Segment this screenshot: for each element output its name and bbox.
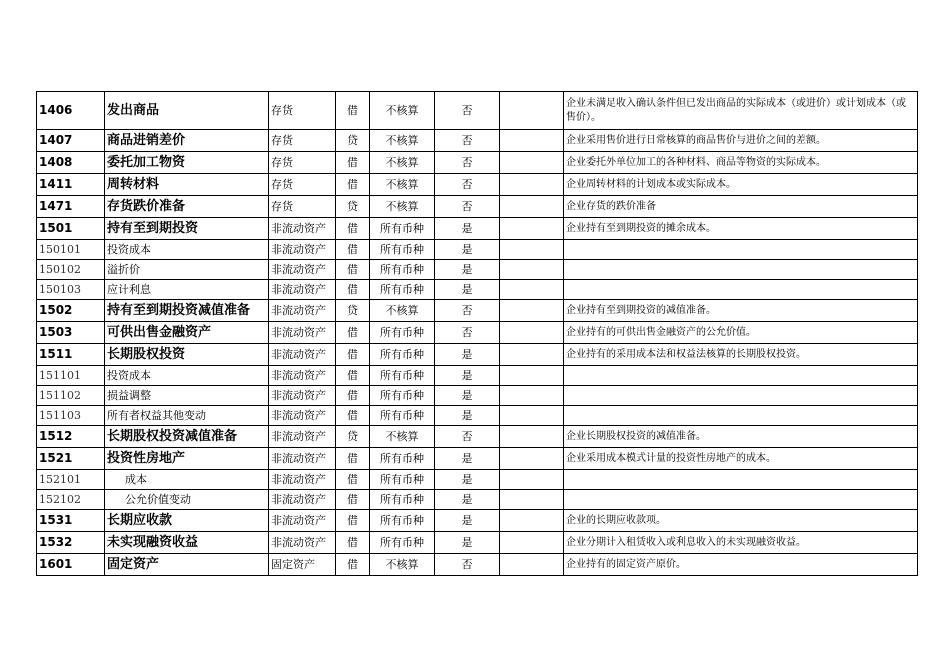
currency-cell: 所有币种 [370,218,435,240]
account-code-cell: 1531 [37,510,105,532]
currency-cell: 所有币种 [370,240,435,260]
account-code-cell: 150101 [37,240,105,260]
table-row [37,92,918,130]
detail-flag-cell: 是 [435,406,500,426]
account-name-cell: 委托加工物资 [105,152,269,174]
account-name-cell: 长期股权投资 [105,344,269,366]
account-name-cell: 商品进销差价 [105,130,269,152]
detail-flag-cell: 否 [435,554,500,576]
account-category-cell: 存货 [269,174,336,196]
detail-flag-cell: 是 [435,386,500,406]
account-category-cell: 非流动资产 [269,344,336,366]
account-name-cell: 长期应收款 [105,510,269,532]
currency-cell: 所有币种 [370,406,435,426]
table-row [37,174,918,196]
currency-cell: 所有币种 [370,532,435,554]
description-cell: 企业的长期应收款项。 [564,510,918,532]
detail-flag-cell: 是 [435,470,500,490]
table-row [37,426,918,448]
blank-cell [500,554,564,576]
account-name-cell: 发出商品 [105,92,269,130]
description-cell: 企业周转材料的计划成本或实际成本。 [564,174,918,196]
blank-cell [500,174,564,196]
table-row [37,218,918,240]
description-cell: 企业未满足收入确认条件但已发出商品的实际成本（或进价）或计划成本（或售价）。 [564,92,918,130]
description-cell: 企业委托外单位加工的各种材料、商品等物资的实际成本。 [564,152,918,174]
account-code-cell: 1511 [37,344,105,366]
account-code-cell: 1521 [37,448,105,470]
balance-direction-cell: 借 [336,470,370,490]
table-row [37,448,918,470]
balance-direction-cell: 借 [336,448,370,470]
account-name-cell: 投资性房地产 [105,448,269,470]
description-cell [564,490,918,510]
account-name-cell: 长期股权投资减值准备 [105,426,269,448]
blank-cell [500,280,564,300]
blank-cell [500,344,564,366]
account-code-cell: 1411 [37,174,105,196]
balance-direction-cell: 借 [336,218,370,240]
currency-cell: 不核算 [370,152,435,174]
account-category-cell: 存货 [269,196,336,218]
account-code-cell: 1503 [37,322,105,344]
account-code-cell: 151102 [37,386,105,406]
description-cell: 企业采用售价进行日常核算的商品售价与进价之间的差额。 [564,130,918,152]
detail-flag-cell: 否 [435,426,500,448]
account-name-cell: 未实现融资收益 [105,532,269,554]
table-row [37,554,918,576]
blank-cell [500,406,564,426]
account-category-cell: 固定资产 [269,554,336,576]
table-row [37,366,918,386]
account-category-cell: 非流动资产 [269,532,336,554]
table-row [37,130,918,152]
description-cell: 企业持有的采用成本法和权益法核算的长期股权投资。 [564,344,918,366]
currency-cell: 所有币种 [370,280,435,300]
description-cell [564,386,918,406]
balance-direction-cell: 借 [336,386,370,406]
table-row [37,322,918,344]
currency-cell: 不核算 [370,196,435,218]
account-code-cell: 150103 [37,280,105,300]
blank-cell [500,426,564,448]
account-name-cell: 应计利息 [105,280,269,300]
currency-cell: 不核算 [370,554,435,576]
account-name-cell: 投资成本 [105,366,269,386]
account-name-cell: 可供出售金融资产 [105,322,269,344]
account-name-cell: 持有至到期投资 [105,218,269,240]
blank-cell [500,366,564,386]
balance-direction-cell: 借 [336,344,370,366]
account-category-cell: 非流动资产 [269,510,336,532]
balance-direction-cell: 借 [336,92,370,130]
currency-cell: 所有币种 [370,448,435,470]
blank-cell [500,240,564,260]
detail-flag-cell: 否 [435,322,500,344]
balance-direction-cell: 贷 [336,130,370,152]
balance-direction-cell: 借 [336,366,370,386]
account-category-cell: 非流动资产 [269,322,336,344]
account-name-cell: 所有者权益其他变动 [105,406,269,426]
balance-direction-cell: 借 [336,532,370,554]
account-code-cell: 150102 [37,260,105,280]
detail-flag-cell: 是 [435,218,500,240]
account-code-cell: 1408 [37,152,105,174]
account-category-cell: 非流动资产 [269,300,336,322]
account-name-cell: 投资成本 [105,240,269,260]
balance-direction-cell: 借 [336,152,370,174]
account-name-cell: 存货跌价准备 [105,196,269,218]
account-category-cell: 非流动资产 [269,386,336,406]
table-row [37,300,918,322]
currency-cell: 所有币种 [370,386,435,406]
table-row [37,532,918,554]
currency-cell: 不核算 [370,174,435,196]
blank-cell [500,300,564,322]
account-name-cell: 溢折价 [105,260,269,280]
balance-direction-cell: 借 [336,554,370,576]
table-row [37,260,918,280]
table-row [37,510,918,532]
account-code-cell: 151101 [37,366,105,386]
detail-flag-cell: 否 [435,174,500,196]
currency-cell: 不核算 [370,300,435,322]
blank-cell [500,490,564,510]
description-cell: 企业存货的跌价准备 [564,196,918,218]
account-category-cell: 存货 [269,92,336,130]
currency-cell: 所有币种 [370,344,435,366]
account-category-cell: 非流动资产 [269,260,336,280]
description-cell [564,406,918,426]
description-cell: 企业分期计入租赁收入或利息收入的未实现融资收益。 [564,532,918,554]
account-name-cell: 持有至到期投资减值准备 [105,300,269,322]
account-category-cell: 存货 [269,152,336,174]
blank-cell [500,152,564,174]
detail-flag-cell: 是 [435,448,500,470]
detail-flag-cell: 否 [435,130,500,152]
account-category-cell: 非流动资产 [269,218,336,240]
currency-cell: 不核算 [370,130,435,152]
blank-cell [500,130,564,152]
description-cell [564,260,918,280]
detail-flag-cell: 否 [435,196,500,218]
description-cell [564,280,918,300]
currency-cell: 所有币种 [370,470,435,490]
table-row [37,386,918,406]
detail-flag-cell: 否 [435,152,500,174]
blank-cell [500,218,564,240]
balance-direction-cell: 贷 [336,300,370,322]
detail-flag-cell: 是 [435,344,500,366]
blank-cell [500,448,564,470]
account-category-cell: 非流动资产 [269,280,336,300]
account-category-cell: 非流动资产 [269,406,336,426]
account-name-cell: 固定资产 [105,554,269,576]
detail-flag-cell: 否 [435,300,500,322]
description-cell: 企业长期股权投资的减值准备。 [564,426,918,448]
account-code-cell: 1601 [37,554,105,576]
detail-flag-cell: 是 [435,366,500,386]
table-row [37,406,918,426]
account-category-cell: 非流动资产 [269,448,336,470]
blank-cell [500,260,564,280]
description-cell [564,366,918,386]
description-cell: 企业持有的可供出售金融资产的公允价值。 [564,322,918,344]
currency-cell: 不核算 [370,426,435,448]
detail-flag-cell: 是 [435,260,500,280]
detail-flag-cell: 是 [435,240,500,260]
table-row [37,240,918,260]
balance-direction-cell: 借 [336,280,370,300]
account-category-cell: 非流动资产 [269,240,336,260]
balance-direction-cell: 借 [336,322,370,344]
description-cell: 企业采用成本模式计量的投资性房地产的成本。 [564,448,918,470]
accounts-table [36,91,918,576]
balance-direction-cell: 借 [336,260,370,280]
account-category-cell: 非流动资产 [269,470,336,490]
account-category-cell: 存货 [269,130,336,152]
currency-cell: 所有币种 [370,490,435,510]
blank-cell [500,386,564,406]
account-code-cell: 1501 [37,218,105,240]
account-code-cell: 1502 [37,300,105,322]
detail-flag-cell: 是 [435,490,500,510]
currency-cell: 所有币种 [370,510,435,532]
description-cell: 企业持有的固定资产原价。 [564,554,918,576]
blank-cell [500,196,564,218]
blank-cell [500,532,564,554]
blank-cell [500,92,564,130]
balance-direction-cell: 借 [336,240,370,260]
balance-direction-cell: 借 [336,174,370,196]
currency-cell: 所有币种 [370,322,435,344]
balance-direction-cell: 贷 [336,196,370,218]
table-row [37,490,918,510]
description-cell: 企业持有至到期投资的减值准备。 [564,300,918,322]
account-code-cell: 1532 [37,532,105,554]
description-cell [564,240,918,260]
account-category-cell: 非流动资产 [269,426,336,448]
balance-direction-cell: 借 [336,510,370,532]
description-cell [564,470,918,490]
detail-flag-cell: 否 [435,92,500,130]
currency-cell: 所有币种 [370,366,435,386]
detail-flag-cell: 是 [435,532,500,554]
account-code-cell: 1407 [37,130,105,152]
account-category-cell: 非流动资产 [269,490,336,510]
detail-flag-cell: 是 [435,510,500,532]
account-code-cell: 1471 [37,196,105,218]
blank-cell [500,470,564,490]
currency-cell: 不核算 [370,92,435,130]
account-code-cell: 152102 [37,490,105,510]
detail-flag-cell: 是 [435,280,500,300]
currency-cell: 所有币种 [370,260,435,280]
account-name-cell: 成本 [105,470,269,490]
table-row [37,280,918,300]
table-row [37,470,918,490]
blank-cell [500,322,564,344]
account-category-cell: 非流动资产 [269,366,336,386]
table-row [37,152,918,174]
balance-direction-cell: 借 [336,490,370,510]
account-name-cell: 公允价值变动 [105,490,269,510]
account-code-cell: 152101 [37,470,105,490]
account-code-cell: 1406 [37,92,105,130]
account-code-cell: 151103 [37,406,105,426]
balance-direction-cell: 借 [336,406,370,426]
table-row [37,196,918,218]
account-code-cell: 1512 [37,426,105,448]
account-name-cell: 周转材料 [105,174,269,196]
table-body [37,92,918,576]
account-name-cell: 损益调整 [105,386,269,406]
description-cell: 企业持有至到期投资的摊余成本。 [564,218,918,240]
table-row [37,344,918,366]
blank-cell [500,510,564,532]
balance-direction-cell: 贷 [336,426,370,448]
